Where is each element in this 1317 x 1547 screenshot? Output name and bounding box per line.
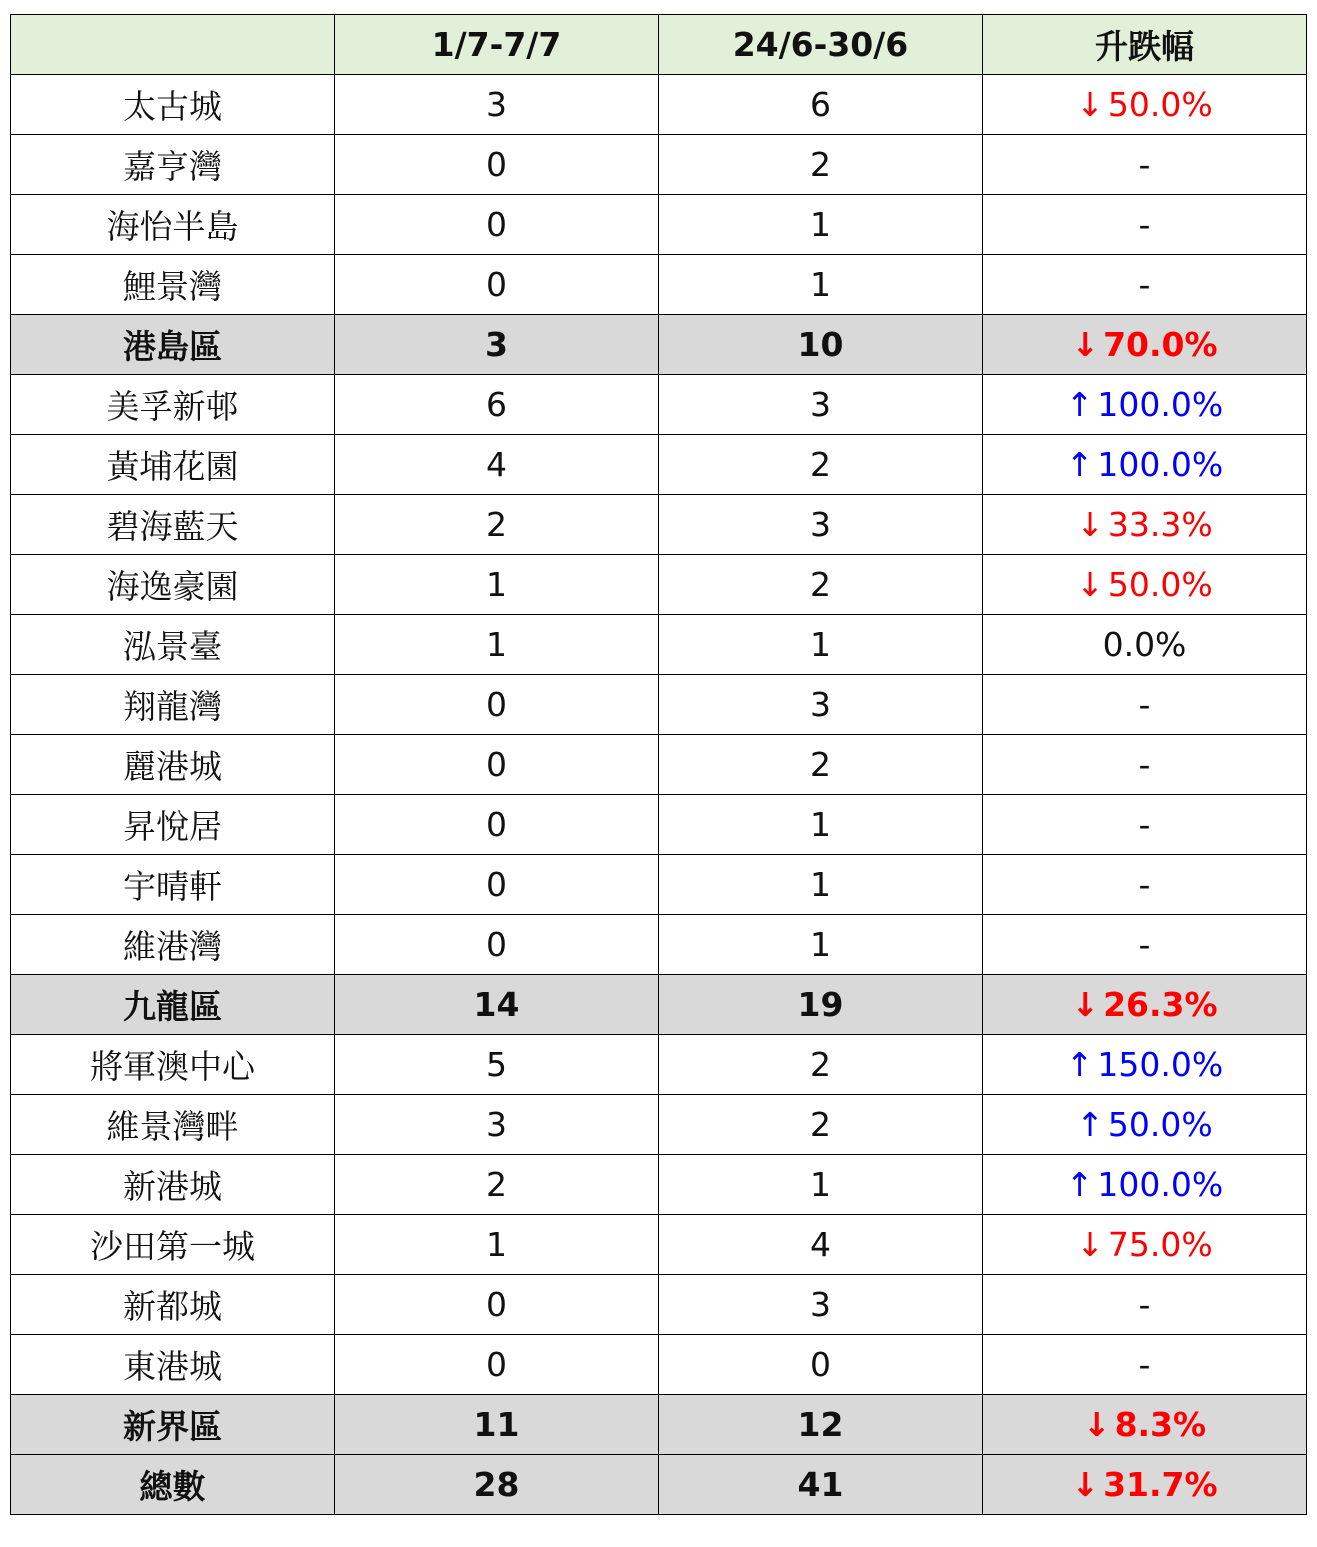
week-current-cell: 3 — [335, 315, 659, 375]
header-week-previous: 24/6-30/6 — [659, 15, 983, 75]
week-current-cell: 0 — [335, 1335, 659, 1395]
estate-name-cell: 黃埔花園 — [11, 435, 335, 495]
week-current-cell: 1 — [335, 615, 659, 675]
week-current-cell: 0 — [335, 855, 659, 915]
change-cell — [983, 195, 1307, 255]
table-body — [11, 75, 1307, 1515]
week-previous-cell: 3 — [659, 375, 983, 435]
change-cell — [983, 975, 1307, 1035]
change-cell — [983, 135, 1307, 195]
change-value: 50.0% — [1107, 565, 1213, 604]
week-current-cell: 0 — [335, 915, 659, 975]
arrow-up-icon: ↑ — [1065, 445, 1094, 484]
change-cell — [983, 1035, 1307, 1095]
estate-name-cell: 維港灣 — [11, 915, 335, 975]
change-value: - — [1138, 925, 1151, 964]
week-current-cell: 2 — [335, 1155, 659, 1215]
estate-name-cell: 海怡半島 — [11, 195, 335, 255]
table-row — [11, 435, 1307, 495]
estate-name-cell: 新都城 — [11, 1275, 335, 1335]
change-value: 70.0% — [1103, 325, 1218, 364]
week-previous-cell: 1 — [659, 915, 983, 975]
change-cell — [983, 375, 1307, 435]
estate-name-cell: 翔龍灣 — [11, 675, 335, 735]
arrow-down-icon: ↓ — [1071, 325, 1100, 364]
table-row — [11, 675, 1307, 735]
table-row — [11, 615, 1307, 675]
change-cell — [983, 1275, 1307, 1335]
week-previous-cell: 3 — [659, 1275, 983, 1335]
week-previous-cell: 6 — [659, 75, 983, 135]
subtotal-row — [11, 1395, 1307, 1455]
change-value: 0.0% — [1102, 625, 1187, 664]
table-row — [11, 795, 1307, 855]
week-current-cell: 3 — [335, 75, 659, 135]
week-previous-cell: 2 — [659, 735, 983, 795]
arrow-up-icon: ↑ — [1065, 1165, 1094, 1204]
change-cell — [983, 735, 1307, 795]
estate-name-cell: 港島區 — [11, 315, 335, 375]
week-current-cell: 1 — [335, 1215, 659, 1275]
transactions-table — [10, 14, 1307, 1515]
change-value: 50.0% — [1107, 1105, 1213, 1144]
week-previous-cell: 1 — [659, 255, 983, 315]
change-value: 8.3% — [1114, 1405, 1207, 1444]
change-cell — [983, 1155, 1307, 1215]
table-row — [11, 195, 1307, 255]
estate-name-cell: 太古城 — [11, 75, 335, 135]
header-estate — [11, 15, 335, 75]
week-previous-cell: 41 — [659, 1455, 983, 1515]
estate-name-cell: 沙田第一城 — [11, 1215, 335, 1275]
week-current-cell: 14 — [335, 975, 659, 1035]
change-value: - — [1138, 1285, 1151, 1324]
header-week-current: 1/7-7/7 — [335, 15, 659, 75]
week-current-cell: 28 — [335, 1455, 659, 1515]
change-cell — [983, 75, 1307, 135]
subtotal-row — [11, 315, 1307, 375]
estate-name-cell: 新界區 — [11, 1395, 335, 1455]
table-row — [11, 135, 1307, 195]
table-row — [11, 1095, 1307, 1155]
change-cell — [983, 1215, 1307, 1275]
change-cell — [983, 315, 1307, 375]
arrow-down-icon: ↓ — [1071, 1465, 1100, 1504]
table-row — [11, 495, 1307, 555]
week-previous-cell: 1 — [659, 195, 983, 255]
week-current-cell: 0 — [335, 195, 659, 255]
week-current-cell: 0 — [335, 135, 659, 195]
table-row — [11, 375, 1307, 435]
table-row — [11, 255, 1307, 315]
week-previous-cell: 3 — [659, 675, 983, 735]
week-current-cell: 0 — [335, 795, 659, 855]
subtotal-row — [11, 1455, 1307, 1515]
week-previous-cell: 19 — [659, 975, 983, 1035]
estate-name-cell: 麗港城 — [11, 735, 335, 795]
week-previous-cell: 2 — [659, 1035, 983, 1095]
estate-name-cell: 新港城 — [11, 1155, 335, 1215]
estate-name-cell: 碧海藍天 — [11, 495, 335, 555]
estate-name-cell: 宇晴軒 — [11, 855, 335, 915]
change-cell — [983, 675, 1307, 735]
week-current-cell: 5 — [335, 1035, 659, 1095]
change-value: - — [1138, 145, 1151, 184]
estate-name-cell: 昇悅居 — [11, 795, 335, 855]
estate-name-cell: 將軍澳中心 — [11, 1035, 335, 1095]
change-value: 75.0% — [1107, 1225, 1213, 1264]
change-value: 100.0% — [1097, 1165, 1224, 1204]
arrow-up-icon: ↑ — [1076, 1105, 1104, 1144]
week-current-cell: 0 — [335, 1275, 659, 1335]
arrow-down-icon: ↓ — [1076, 505, 1104, 544]
arrow-down-icon: ↓ — [1082, 1405, 1111, 1444]
header-row — [11, 15, 1307, 75]
arrow-down-icon: ↓ — [1071, 985, 1100, 1024]
change-cell — [983, 1095, 1307, 1155]
table-row — [11, 1155, 1307, 1215]
week-current-cell: 1 — [335, 555, 659, 615]
table-row — [11, 735, 1307, 795]
table-row — [11, 915, 1307, 975]
change-cell — [983, 555, 1307, 615]
table-row — [11, 855, 1307, 915]
table-row — [11, 1035, 1307, 1095]
change-cell — [983, 255, 1307, 315]
week-previous-cell: 1 — [659, 855, 983, 915]
estate-name-cell: 鯉景灣 — [11, 255, 335, 315]
estate-name-cell: 維景灣畔 — [11, 1095, 335, 1155]
change-cell — [983, 435, 1307, 495]
change-cell — [983, 855, 1307, 915]
week-current-cell: 0 — [335, 735, 659, 795]
arrow-down-icon: ↓ — [1076, 1225, 1104, 1264]
week-previous-cell: 2 — [659, 1095, 983, 1155]
change-value: - — [1138, 745, 1151, 784]
table-row — [11, 1335, 1307, 1395]
header-change: 升跌幅 — [983, 15, 1307, 75]
week-current-cell: 11 — [335, 1395, 659, 1455]
estate-name-cell: 美孚新邨 — [11, 375, 335, 435]
change-value: - — [1138, 205, 1151, 244]
change-value: 50.0% — [1107, 85, 1213, 124]
change-value: 100.0% — [1097, 445, 1224, 484]
change-value: 26.3% — [1103, 985, 1218, 1024]
week-previous-cell: 1 — [659, 615, 983, 675]
change-value: - — [1138, 265, 1151, 304]
arrow-up-icon: ↑ — [1065, 1045, 1094, 1084]
change-cell — [983, 495, 1307, 555]
table-row — [11, 1275, 1307, 1335]
week-previous-cell: 12 — [659, 1395, 983, 1455]
table-row — [11, 1215, 1307, 1275]
subtotal-row — [11, 975, 1307, 1035]
change-value: 100.0% — [1097, 385, 1224, 424]
change-cell — [983, 1455, 1307, 1515]
week-previous-cell: 3 — [659, 495, 983, 555]
week-current-cell: 6 — [335, 375, 659, 435]
estate-name-cell: 總數 — [11, 1455, 335, 1515]
week-current-cell: 4 — [335, 435, 659, 495]
week-previous-cell: 10 — [659, 315, 983, 375]
change-value: 31.7% — [1103, 1465, 1218, 1504]
change-cell — [983, 615, 1307, 675]
estate-name-cell: 東港城 — [11, 1335, 335, 1395]
change-value: - — [1138, 685, 1151, 724]
week-previous-cell: 2 — [659, 435, 983, 495]
estate-name-cell: 九龍區 — [11, 975, 335, 1035]
arrow-down-icon: ↓ — [1076, 85, 1104, 124]
week-previous-cell: 1 — [659, 795, 983, 855]
change-value: - — [1138, 865, 1151, 904]
change-cell — [983, 795, 1307, 855]
estate-name-cell: 泓景臺 — [11, 615, 335, 675]
change-cell — [983, 1395, 1307, 1455]
table-row — [11, 75, 1307, 135]
table-header — [11, 15, 1307, 75]
change-value: 150.0% — [1097, 1045, 1224, 1084]
week-previous-cell: 0 — [659, 1335, 983, 1395]
change-value: 33.3% — [1107, 505, 1213, 544]
change-value: - — [1138, 1345, 1151, 1384]
change-cell — [983, 915, 1307, 975]
week-previous-cell: 1 — [659, 1155, 983, 1215]
week-current-cell: 3 — [335, 1095, 659, 1155]
week-previous-cell: 2 — [659, 135, 983, 195]
transactions-table-container — [10, 14, 1306, 1515]
week-previous-cell: 2 — [659, 555, 983, 615]
estate-name-cell: 嘉亨灣 — [11, 135, 335, 195]
week-current-cell: 0 — [335, 255, 659, 315]
change-cell — [983, 1335, 1307, 1395]
arrow-down-icon: ↓ — [1076, 565, 1104, 604]
week-current-cell: 2 — [335, 495, 659, 555]
estate-name-cell: 海逸豪園 — [11, 555, 335, 615]
change-value: - — [1138, 805, 1151, 844]
table-row — [11, 555, 1307, 615]
week-current-cell: 0 — [335, 675, 659, 735]
week-previous-cell: 4 — [659, 1215, 983, 1275]
arrow-up-icon: ↑ — [1065, 385, 1094, 424]
